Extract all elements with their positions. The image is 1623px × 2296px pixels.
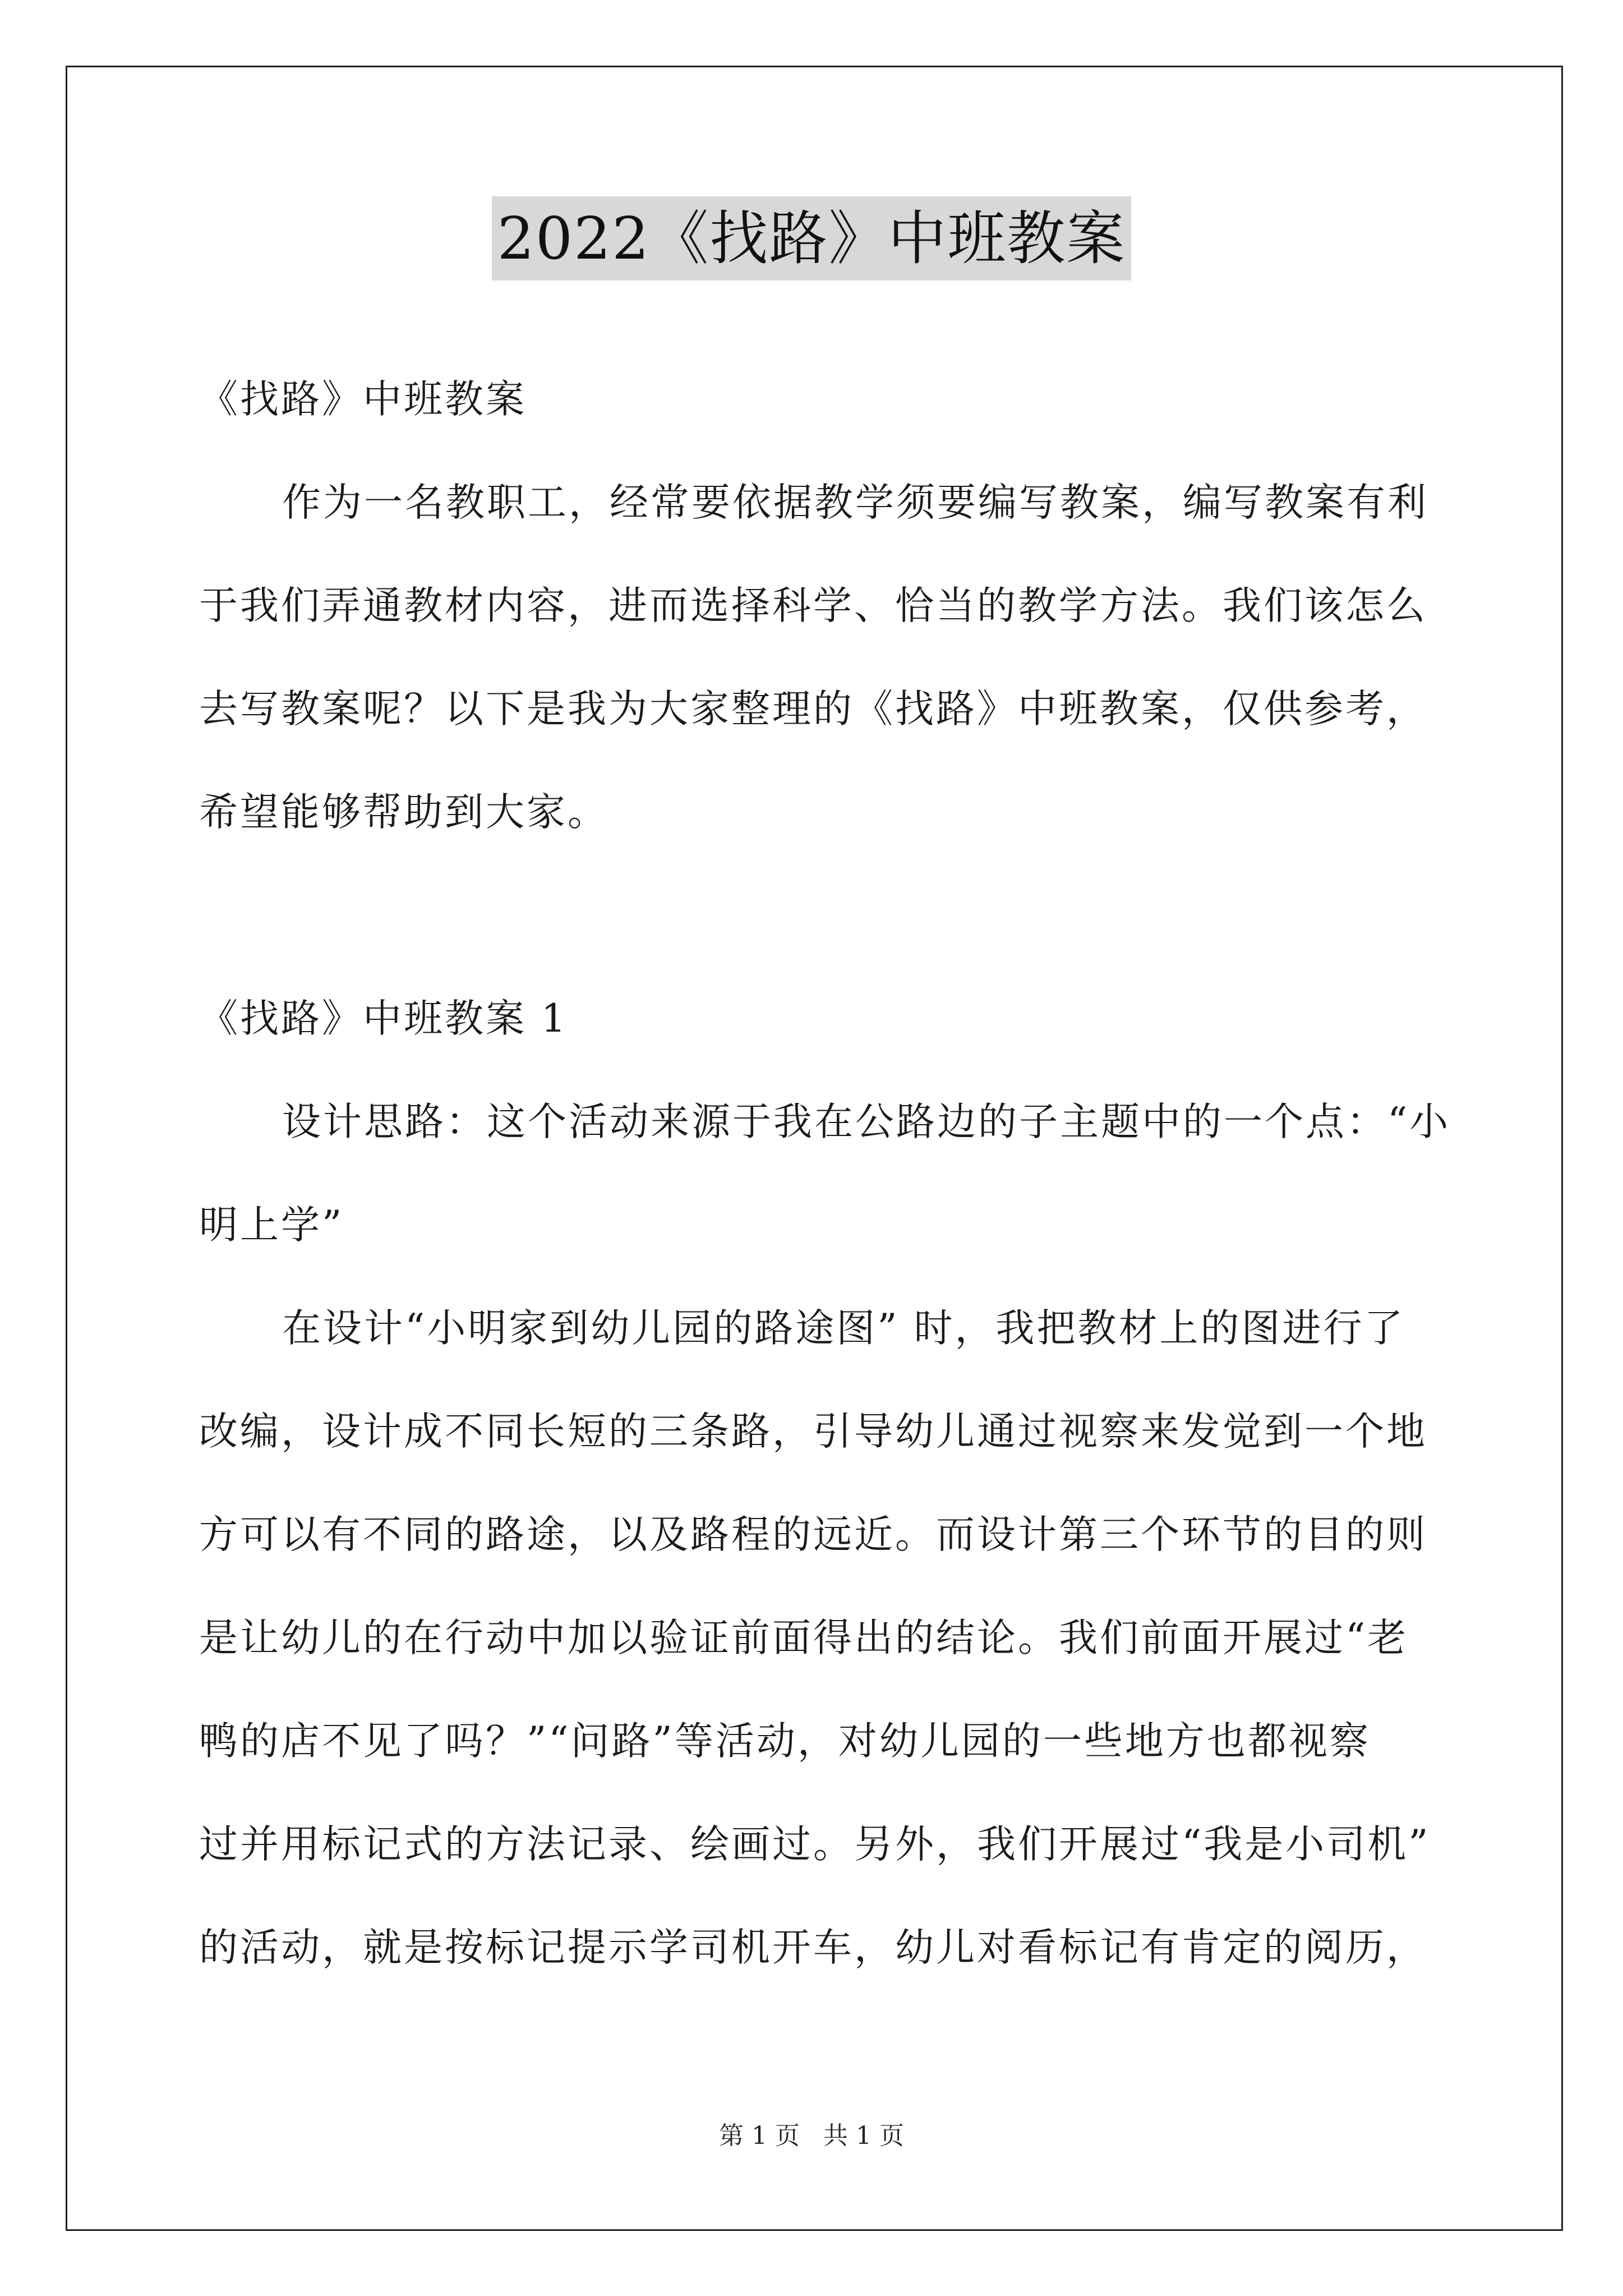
document-body [199, 348, 1451, 1999]
paragraph-line: 于我们弄通教材内容，进而选择科学、恰当的教学方法。我们该怎么 [199, 583, 1427, 628]
paragraph-line: 设计思路：这个活动来源于我在公路边的子主题中的一个点：“小 [282, 1099, 1451, 1144]
paragraph-line: 明上学” [199, 1203, 344, 1248]
section-gap [199, 864, 1433, 967]
paragraph-line: 在设计“小明家到幼儿园的路途图” 时，我把教材上的图进行了 [282, 1306, 1405, 1351]
subtitle: 《找路》中班教案 [199, 377, 527, 422]
paragraph-line: 过并用标记式的方法记录、绘画过。另外，我们开展过“我是小司机” [199, 1822, 1431, 1867]
paragraph-line: 的活动，就是按标记提示学司机开车，幼儿对看标记有肯定的阅历， [199, 1925, 1427, 1970]
paragraph-line: 作为一名教职工，经常要依据教学须要编写教案，编写教案有利 [282, 480, 1428, 525]
paragraph-line: 方可以有不同的路途，以及路程的远近。而设计第三个环节的目的则 [199, 1512, 1427, 1557]
page-number: 第 1 页 [719, 2122, 800, 2150]
section-heading: 《找路》中班教案 1 [199, 996, 568, 1041]
document-title: 2022《找路》中班教案 [492, 196, 1132, 280]
paragraph-line: 鸭的店不见了吗？”“问路”等活动，对幼儿园的一些地方也都视察 [199, 1719, 1371, 1764]
paragraph-line: 是让幼儿的在行动中加以验证前面得出的结论。我们前面开展过“老 [199, 1616, 1409, 1660]
page-footer [0, 2119, 1623, 2153]
paragraph-line: 希望能够帮助到大家。 [199, 790, 608, 835]
title-wrap [0, 196, 1623, 280]
paragraph-line: 改编，设计成不同长短的三条路，引导幼儿通过视察来发觉到一个地 [199, 1409, 1427, 1454]
page-total: 共 1 页 [823, 2122, 904, 2150]
paragraph-line: 去写教案呢？以下是我为大家整理的《找路》中班教案，仅供参考， [199, 687, 1427, 731]
